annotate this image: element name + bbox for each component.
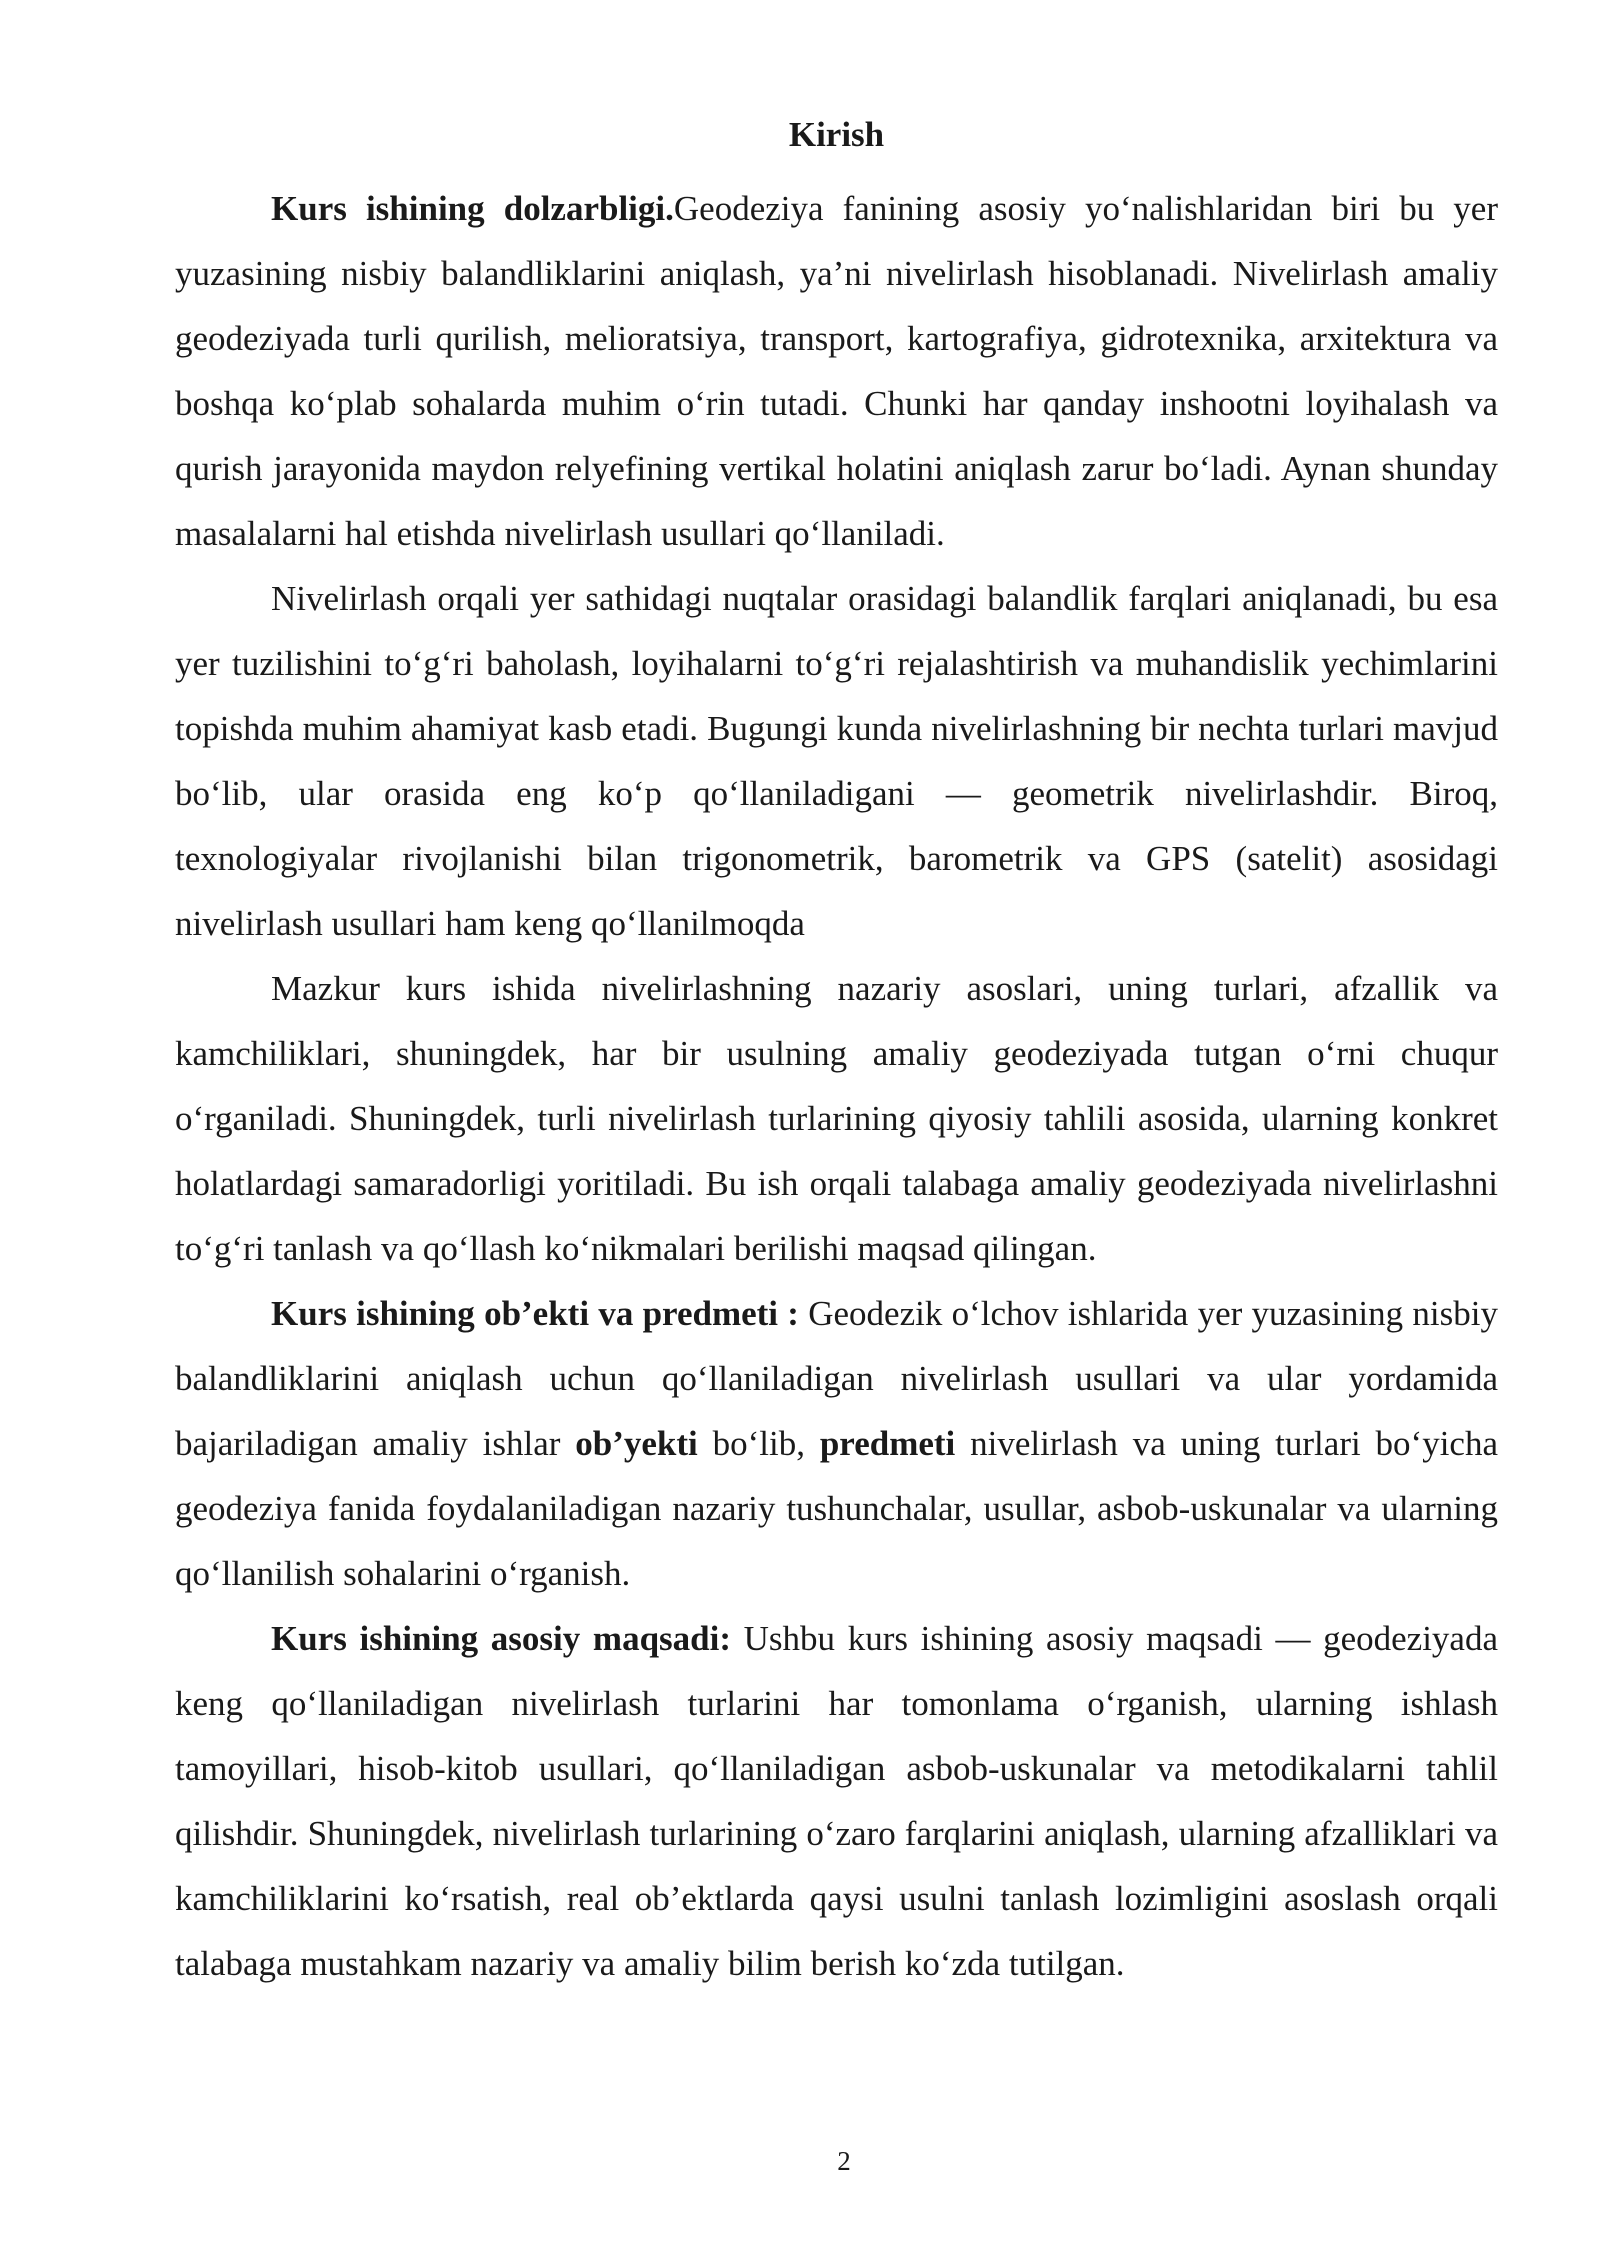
paragraph-text: Ushbu kurs ishining asosiy maqsadi — geodeziyada keng qo‘llaniladigan nivelirlash turlarini har tomonlama o‘rganish, ularning ishlash tamoyillari, hisob-kitob usullari, qo‘llaniladigan asbob-uskunalar va metodikalarni tahlil qilishdir. Shuningdek, nivelirlash turlarining o‘zaro farqlarini aniqlash, ularning afzalliklari va kamchiliklarini ko‘rsatish, real ob’ektlarda qaysi usulni tanlash lozimligini asoslash orqali talabaga mustahkam nazariy va amaliy bilim berish ko‘zda tutilgan. (175, 1619, 1498, 1983)
paragraph-label-object-subject: Kurs ishining ob’ekti va predmeti : (271, 1294, 799, 1333)
paragraph-relevance (175, 176, 1498, 566)
paragraph-text: Nivelirlash orqali yer sathidagi nuqtalar orasidagi balandlik farqlari aniqlanadi, bu esa yer tuzilishini to‘g‘ri baholash, loyihalarni to‘g‘ri rejalashtirish va muhandislik yechimlarini topishda muhim ahamiyat kasb etadi. Bugungi kunda nivelirlashning bir nechta turlari mavjud bo‘lib, ular orasida eng ko‘p qo‘llaniladigani — geometrik nivelirlashdir. Biroq, texnologiyalar rivojlanishi bilan trigonometrik, barometrik va GPS (satelit) asosidagi nivelirlash usullari ham keng qo‘llanilmoqda (175, 579, 1498, 943)
paragraph-text: Geodezik o‘lchov ishlarida yer yuzasining nisbiy balandliklarini aniqlash uchun qo‘llaniladigan nivelirlash usullari va ular yordamida bajariladigan amaliy ishlar (175, 1294, 1498, 1463)
paragraph-goal (175, 1606, 1498, 1996)
paragraph-leveling (175, 566, 1498, 956)
page-number: 2 (837, 2146, 851, 2176)
paragraph-text: bo‘lib, (697, 1424, 820, 1463)
paragraph-text: Geodeziya fanining asosiy yo‘nalishlaridan biri bu yer yuzasining nisbiy balandliklarini aniqlash, ya’ni nivelirlash hisoblanadi. Nivelirlash amaliy geodeziyada turli qurilish, melioratsiya, transport, kartografiya, gidrotexnika, arxitektura va boshqa ko‘plab sohalarda muhim o‘rin tutadi. Chunki har qanday inshootni loyihalash va qurish jarayonida maydon relyefining vertikal holatini aniqlash zarur bo‘ladi. Aynan shunday masalalarni hal etishda nivelirlash usullari qo‘llaniladi. (175, 189, 1498, 553)
subject-term: predmeti (819, 1424, 956, 1463)
document-body (175, 176, 1498, 1996)
paragraph-text: Mazkur kurs ishida nivelirlashning nazariy asoslari, uning turlari, afzallik va kamchiliklari, shuningdek, har bir usulning amaliy geodeziyada tutgan o‘rni chuqur o‘rganiladi. Shuningdek, turli nivelirlash turlarining qiyosiy tahlili asosida, ularning konkret holatlardagi samaradorligi yoritiladi. Bu ish orqali talabaga amaliy geodeziyada nivelirlashni to‘g‘ri tanlash va qo‘llash ko‘nikmalari berilishi maqsad qilingan. (175, 969, 1498, 1268)
object-term: ob’yekti (575, 1424, 698, 1463)
paragraph-label-relevance: Kurs ishining dolzarbligi. (271, 189, 674, 228)
paragraph-label-goal: Kurs ishining asosiy maqsadi: (271, 1619, 732, 1658)
paragraph-course-content (175, 956, 1498, 1281)
paragraph-text: nivelirlash va uning turlari bo‘yicha geodeziya fanida foydalaniladigan nazariy tushunchalar, usullar, asbob-uskunalar va ularning qo‘llanilish sohalarini o‘rganish. (175, 1424, 1498, 1593)
paragraph-object-subject (175, 1281, 1498, 1606)
page-title: Kirish (788, 115, 885, 154)
